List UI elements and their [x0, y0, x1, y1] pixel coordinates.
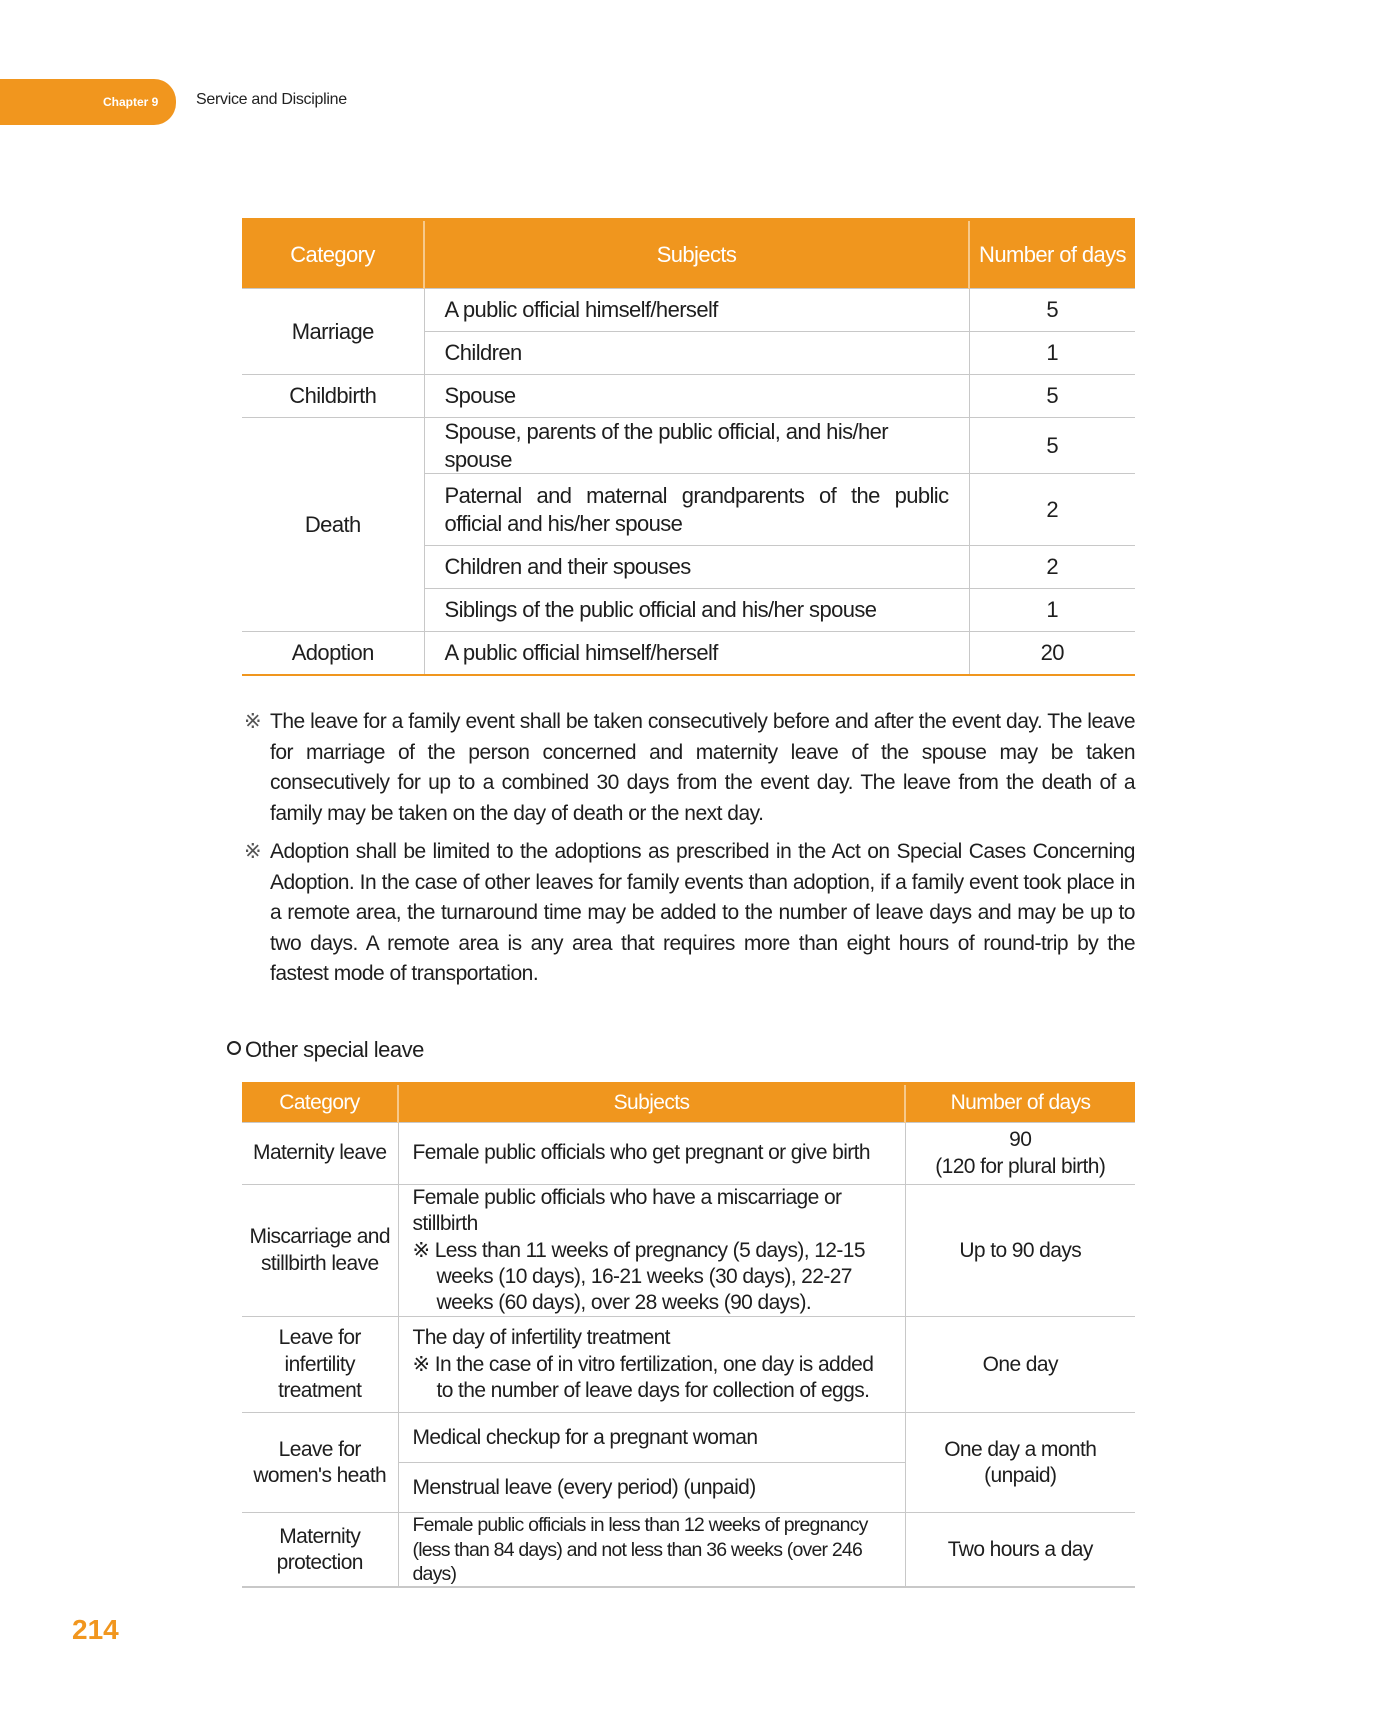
header-subjects: Subjects: [398, 1084, 905, 1123]
category-cell: Adoption: [242, 632, 424, 676]
table-row: [242, 1317, 1135, 1413]
header-days: Number of days: [969, 220, 1135, 289]
category-cell: Leave for infertility treatment: [242, 1317, 398, 1413]
days-cell: 5: [969, 375, 1135, 418]
days-cell: 5: [969, 418, 1135, 474]
days-cell: 20: [969, 632, 1135, 676]
days-value: 90: [1009, 1128, 1032, 1152]
subject-note: ※ Less than 11 weeks of pregnancy (5 days), 12-15 weeks (10 days), 16-21 weeks (30 days), 22-27 weeks (60 days), over 28 weeks (90 days).: [412, 1238, 865, 1314]
category-cell: Miscarriage and stillbirth leave: [242, 1185, 398, 1317]
days-cell: Up to 90 days: [905, 1185, 1135, 1317]
running-title: Service and Discipline: [196, 91, 347, 108]
days-cell: [905, 1123, 1135, 1185]
notes: [244, 707, 1135, 998]
days-cell: [905, 1413, 1135, 1513]
family-event-leave-table: [242, 218, 1135, 676]
note-item: [244, 707, 1135, 829]
page-number: 214: [72, 1614, 119, 1645]
circle-bullet-icon: [227, 1041, 241, 1055]
days-cell: 1: [969, 332, 1135, 375]
category-cell: Marriage: [242, 289, 424, 375]
note-text: The leave for a family event shall be taken consecutively before and after the event day. The leave for marriage of the person concerned and maternity leave of the spouse may be taken consecutively for up to a combined 30 days from the event day. The leave from the death of a family may be taken on the day of death or the next day.: [270, 710, 1135, 825]
subject-cell: Menstrual leave (every period) (unpaid): [398, 1463, 905, 1513]
category-cell: Death: [242, 418, 424, 632]
subject-cell: Spouse: [424, 375, 969, 418]
category-cell: Maternity leave: [242, 1123, 398, 1185]
table-row: [242, 289, 1135, 332]
subject-cell: A public official himself/herself: [424, 289, 969, 332]
header-subjects: Subjects: [424, 220, 969, 289]
subject-cell: Siblings of the public official and his/her spouse: [424, 589, 969, 632]
table-row: [242, 1513, 1135, 1588]
header-category: Category: [242, 1084, 398, 1123]
days-note: (unpaid): [984, 1463, 1057, 1487]
section-label: [227, 1037, 424, 1063]
table-row: [242, 1123, 1135, 1185]
days-cell: 1: [969, 589, 1135, 632]
days-cell: 2: [969, 546, 1135, 589]
chapter-tab: [0, 79, 176, 125]
category-cell: Childbirth: [242, 375, 424, 418]
header-category: Category: [242, 220, 424, 289]
reference-mark: ※: [244, 840, 262, 863]
category-cell: Maternity protection: [242, 1513, 398, 1588]
other-special-leave-table: [242, 1082, 1135, 1588]
subject-cell: [398, 1185, 905, 1317]
note-item: [244, 837, 1135, 990]
table-row: [242, 418, 1135, 474]
reference-mark: ※: [244, 710, 262, 733]
subject-cell: [398, 1317, 905, 1413]
table-header-row: [242, 220, 1135, 289]
subject-cell: Paternal and maternal grandparents of the public official and his/her spouse: [424, 474, 969, 546]
subject-cell: Spouse, parents of the public official, and his/her spouse: [424, 418, 969, 474]
header-days: Number of days: [905, 1084, 1135, 1123]
subject-text: The day of infertility treatment: [412, 1326, 670, 1350]
days-cell: 5: [969, 289, 1135, 332]
subject-cell: Children and their spouses: [424, 546, 969, 589]
table-row: [242, 375, 1135, 418]
days-cell: One day: [905, 1317, 1135, 1413]
subject-cell: Children: [424, 332, 969, 375]
days-value: One day a month: [944, 1437, 1097, 1461]
subject-cell: Female public officials in less than 12 weeks of pregnancy (less than 84 days) and not less than 36 weeks (over 246 days): [398, 1513, 905, 1588]
table-header-row: [242, 1084, 1135, 1123]
table-row: [242, 1413, 1135, 1463]
days-cell: Two hours a day: [905, 1513, 1135, 1588]
section-label-text: Other special leave: [245, 1037, 424, 1062]
table-row: [242, 1185, 1135, 1317]
category-cell: Leave for women's heath: [242, 1413, 398, 1513]
subject-cell: Medical checkup for a pregnant woman: [398, 1413, 905, 1463]
table-row: [242, 632, 1135, 676]
note-text: Adoption shall be limited to the adoptions as prescribed in the Act on Special Cases Concerning Adoption. In the case of other leaves for family events than adoption, if a family event took place in a remote area, the turnaround time may be added to the number of leave days and may be up to two days. A remote area is any area that requires more than eight hours of round-trip by the fastest mode of transportation.: [270, 840, 1135, 985]
chapter-label: Chapter 9: [103, 95, 159, 109]
subject-cell: A public official himself/herself: [424, 632, 969, 676]
subject-cell: Female public officials who get pregnant or give birth: [398, 1123, 905, 1185]
days-cell: 2: [969, 474, 1135, 546]
subject-note: ※ In the case of in vitro fertilization, one day is added to the number of leave days for collection of eggs.: [412, 1352, 874, 1402]
days-note: (120 for plural birth): [935, 1154, 1106, 1178]
subject-text: Female public officials who have a miscarriage or stillbirth: [412, 1186, 842, 1236]
